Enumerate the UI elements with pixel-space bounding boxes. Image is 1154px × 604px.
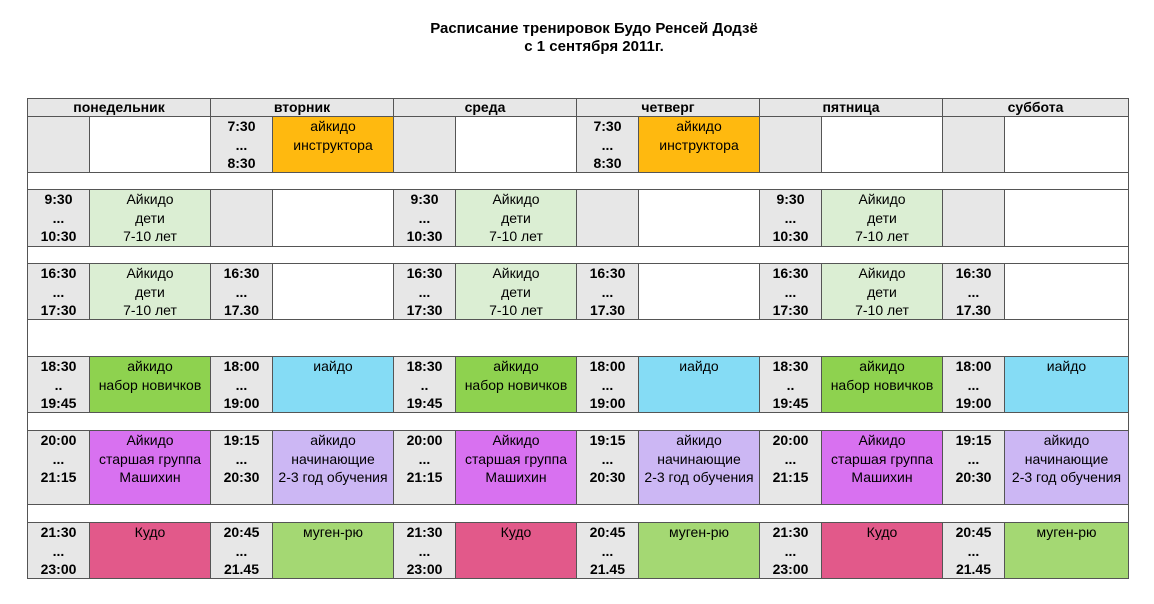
time-cell: 18:30 .. 19:45 — [760, 357, 822, 413]
class-cell: Айкидо дети 7-10 лет — [456, 190, 577, 247]
row-spacer — [28, 320, 1129, 357]
time-cell: 20:00 ... 21:15 — [760, 431, 822, 505]
class-cell: айкидо набор новичков — [822, 357, 943, 413]
class-cell: Кудо — [822, 523, 943, 579]
class-cell: Кудо — [90, 523, 211, 579]
title-line-1: Расписание тренировок Будо Ренсей Додзё — [430, 20, 758, 37]
class-cell: айкидо начинающие 2-3 год обучения — [639, 431, 760, 505]
class-cell — [639, 190, 760, 247]
time-cell: 18:30 .. 19:45 — [394, 357, 456, 413]
class-cell: айкидо инструктора — [273, 117, 394, 173]
time-cell: 18:30 .. 19:45 — [28, 357, 90, 413]
day-header: пятница — [760, 99, 943, 117]
time-cell: 16:30 ... 17:30 — [760, 264, 822, 320]
page-title — [0, 20, 1154, 56]
day-header: понедельник — [28, 99, 211, 117]
class-cell — [639, 264, 760, 320]
class-cell: муген-рю — [273, 523, 394, 579]
class-cell: айкидо набор новичков — [90, 357, 211, 413]
time-cell — [211, 190, 273, 247]
time-cell: 7:30 ... 8:30 — [211, 117, 273, 173]
time-cell: 19:15 ... 20:30 — [211, 431, 273, 505]
time-cell: 18:00 ... 19:00 — [577, 357, 639, 413]
time-cell: 16:30 ... 17.30 — [577, 264, 639, 320]
class-cell — [456, 117, 577, 173]
class-cell: айкидо набор новичков — [456, 357, 577, 413]
time-cell — [760, 117, 822, 173]
title-line-2: с 1 сентября 2011г. — [524, 38, 664, 55]
schedule-table — [27, 98, 1129, 579]
time-cell: 18:00 ... 19:00 — [943, 357, 1005, 413]
time-cell: 21:30 ... 23:00 — [394, 523, 456, 579]
day-header: среда — [394, 99, 577, 117]
time-cell — [394, 117, 456, 173]
row-spacer — [28, 505, 1129, 523]
time-cell: 7:30 ... 8:30 — [577, 117, 639, 173]
time-cell: 20:45 ... 21.45 — [943, 523, 1005, 579]
time-cell: 21:30 ... 23:00 — [760, 523, 822, 579]
time-cell — [943, 190, 1005, 247]
class-cell: иайдо — [639, 357, 760, 413]
class-cell — [1005, 117, 1129, 173]
time-cell: 9:30 ... 10:30 — [394, 190, 456, 247]
class-cell: Айкидо дети 7-10 лет — [90, 264, 211, 320]
time-cell — [577, 190, 639, 247]
class-cell — [1005, 264, 1129, 320]
time-cell: 19:15 ... 20:30 — [577, 431, 639, 505]
time-cell: 20:00 ... 21:15 — [28, 431, 90, 505]
class-cell: Айкидо старшая группа Машихин — [90, 431, 211, 505]
class-cell: Айкидо старшая группа Машихин — [456, 431, 577, 505]
class-cell: Айкидо старшая группа Машихин — [822, 431, 943, 505]
class-cell: иайдо — [273, 357, 394, 413]
class-cell — [273, 264, 394, 320]
row-spacer — [28, 413, 1129, 431]
class-cell: Айкидо дети 7-10 лет — [456, 264, 577, 320]
class-cell — [822, 117, 943, 173]
time-cell: 16:30 ... 17.30 — [943, 264, 1005, 320]
class-cell: айкидо начинающие 2-3 год обучения — [273, 431, 394, 505]
class-cell: муген-рю — [639, 523, 760, 579]
time-cell: 20:45 ... 21.45 — [577, 523, 639, 579]
row-spacer — [28, 173, 1129, 190]
time-cell: 18:00 ... 19:00 — [211, 357, 273, 413]
time-cell: 20:00 ... 21:15 — [394, 431, 456, 505]
time-cell: 19:15 ... 20:30 — [943, 431, 1005, 505]
class-cell: Кудо — [456, 523, 577, 579]
class-cell — [1005, 190, 1129, 247]
time-cell: 20:45 ... 21.45 — [211, 523, 273, 579]
time-cell: 16:30 ... 17.30 — [211, 264, 273, 320]
day-header: суббота — [943, 99, 1129, 117]
class-cell: айкидо инструктора — [639, 117, 760, 173]
time-cell: 21:30 ... 23:00 — [28, 523, 90, 579]
class-cell — [273, 190, 394, 247]
time-cell: 9:30 ... 10:30 — [28, 190, 90, 247]
time-cell — [28, 117, 90, 173]
class-cell: иайдо — [1005, 357, 1129, 413]
class-cell — [90, 117, 211, 173]
time-cell — [943, 117, 1005, 173]
class-cell: Айкидо дети 7-10 лет — [90, 190, 211, 247]
class-cell: Айкидо дети 7-10 лет — [822, 190, 943, 247]
class-cell: муген-рю — [1005, 523, 1129, 579]
day-header: четверг — [577, 99, 760, 117]
class-cell: Айкидо дети 7-10 лет — [822, 264, 943, 320]
row-spacer — [28, 247, 1129, 264]
class-cell: айкидо начинающие 2-3 год обучения — [1005, 431, 1129, 505]
time-cell: 9:30 ... 10:30 — [760, 190, 822, 247]
time-cell: 16:30 ... 17:30 — [394, 264, 456, 320]
day-header: вторник — [211, 99, 394, 117]
time-cell: 16:30 ... 17:30 — [28, 264, 90, 320]
